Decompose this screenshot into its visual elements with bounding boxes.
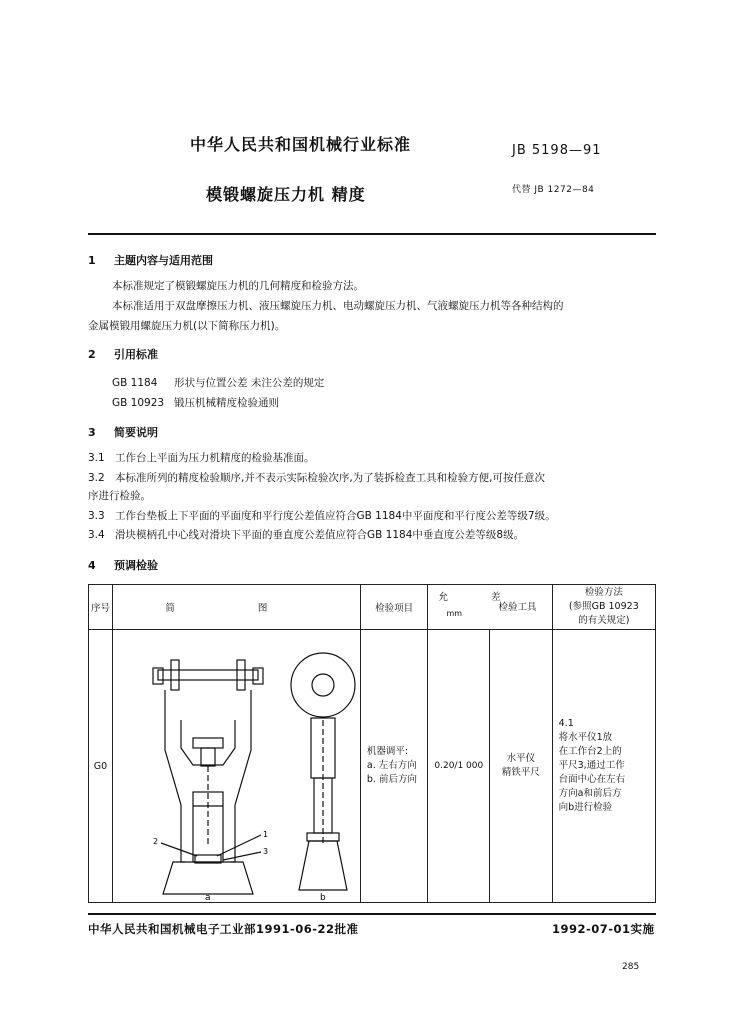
tool-line-2: 精铁平尺 — [501, 767, 540, 778]
method-line-7: 向b进行检验 — [558, 802, 613, 813]
reference-code: GB 1184 — [112, 377, 158, 389]
tool-line-1: 水平仪 — [506, 753, 536, 764]
method-line-1: 4.1 — [558, 718, 574, 729]
method-line-2: 将水平仪1放 — [558, 732, 613, 743]
side-flywheel — [291, 653, 355, 717]
clause-number: 3.4 — [88, 529, 105, 541]
clause-3-3 — [88, 508, 556, 524]
section-2-heading — [88, 346, 158, 362]
reference-item — [112, 395, 279, 410]
section-4-heading — [88, 557, 158, 573]
document-title: 中华人民共和国机械行业标准 — [190, 135, 412, 154]
clause-number: 3.2 — [88, 472, 105, 484]
row-tolerance: 0.20/1 000 — [428, 630, 490, 903]
clause-text: 序进行检验。 — [88, 490, 151, 502]
issuer-approval: 中华人民共和国机械电子工业部1991-06-22批准 — [88, 922, 359, 936]
replaces-standard: 代替 JB 1272—84 — [512, 185, 595, 195]
row-tool — [490, 630, 553, 903]
clause-text: 滑块模柄孔中心线对滑块下平面的垂直度公差值应符合GB 1184中垂直度公差等级8级。 — [115, 529, 525, 541]
row-method — [552, 630, 655, 903]
header-method-l2: (参照GB 10923 — [568, 601, 639, 612]
header-tool: 检验工具 — [498, 602, 537, 613]
reference-code: GB 10923 — [112, 397, 165, 409]
callout-line-2 — [161, 843, 197, 856]
clause-text: 本标准所列的精度检验顺序,并不表示实际检验次序,为了装拆检查工具和检验方便,可按任意次 — [115, 472, 546, 484]
header-method — [552, 585, 655, 630]
side-view-drawing — [291, 653, 355, 890]
front-screw — [201, 748, 215, 766]
front-crossbar — [158, 670, 258, 680]
press-sketch — [113, 630, 360, 902]
row-item — [360, 630, 428, 903]
callout-2: 2 — [152, 837, 158, 846]
header-method-l1: 检验方法 — [584, 587, 623, 598]
section-1-para-2b: 金属模锻用螺旋压力机(以下简称压力机)。 — [88, 320, 286, 332]
row-seq: G0 — [89, 630, 113, 903]
clause-3-2-cont — [88, 488, 151, 504]
section-1-heading — [88, 252, 213, 268]
reference-name: 锻压机械精度检验通则 — [174, 397, 279, 409]
inspection-table — [88, 584, 656, 903]
section-1-title: 主题内容与适用范围 — [114, 254, 213, 267]
document-subtitle: 模锻螺旋压力机 精度 — [206, 185, 366, 204]
header-tolerance: 允 差 — [438, 592, 521, 603]
method-line-4: 平尺3,通过工作 — [558, 760, 625, 771]
item-line-2: a. 左右方向 — [366, 760, 417, 771]
figure-label-a: a — [204, 893, 211, 902]
callout-line-3 — [223, 852, 261, 860]
reference-item — [112, 375, 324, 390]
callout-1: 1 — [262, 830, 268, 839]
front-post-left — [171, 660, 179, 690]
section-1-para-2a: 本标准适用于双盘摩擦压力机、液压螺旋压力机、电动螺旋压力机、气液螺旋压力机等各种结构的 — [112, 300, 564, 312]
clause-3-1 — [88, 450, 315, 466]
method-line-5: 台面中心在左右 — [558, 774, 626, 785]
side-hub — [312, 674, 334, 696]
clause-3-2 — [88, 470, 545, 486]
header-sketch-label: 简 图 — [165, 603, 308, 614]
table-row — [89, 630, 656, 903]
item-line-3: b. 前后方向 — [366, 774, 417, 785]
method-line-3: 在工作台2上的 — [558, 746, 622, 757]
method-line-6: 方向a和前后方 — [558, 788, 622, 799]
clause-text: 工作台垫板上下平面的平面度和平行度公差值应符合GB 1184中平面度和平行度公差等级7级。 — [115, 510, 556, 522]
section-2-title: 引用标准 — [114, 348, 158, 361]
header-item: 检验项目 — [360, 585, 428, 630]
page-number: 285 — [622, 962, 640, 972]
row-sketch — [112, 630, 360, 903]
header-seq: 序号 — [89, 585, 113, 630]
front-base — [163, 862, 253, 894]
front-post-right — [237, 660, 245, 690]
header-tolerance-tool — [428, 585, 552, 630]
front-frame-left — [165, 690, 185, 862]
section-3-title: 简要说明 — [114, 426, 158, 439]
section-1-number: 1 — [88, 254, 96, 267]
footer-rule — [88, 913, 656, 915]
section-3-heading — [88, 424, 158, 440]
side-base — [299, 841, 347, 890]
section-4-number: 4 — [88, 559, 96, 572]
header-tolerance-unit: mm — [446, 609, 463, 618]
section-4-title: 预调检验 — [114, 559, 158, 572]
item-line-1: 机器调平: — [366, 746, 409, 757]
callout-3: 3 — [262, 847, 268, 856]
section-2-number: 2 — [88, 348, 96, 361]
reference-name: 形状与位置公差 未注公差的规定 — [174, 377, 325, 389]
front-view-drawing — [153, 660, 263, 894]
front-frame-inner — [181, 720, 235, 765]
header-rule — [88, 233, 656, 235]
front-slide — [193, 738, 223, 748]
front-frame-right — [231, 690, 251, 862]
header-method-l3: 的有关规定) — [578, 615, 630, 626]
section-1-para-1: 本标准规定了模锻螺旋压力机的几何精度和检验方法。 — [112, 280, 364, 292]
table-header-row — [89, 585, 656, 630]
effective-date: 1992-07-01实施 — [552, 922, 655, 936]
clause-number: 3.3 — [88, 510, 105, 522]
section-3-number: 3 — [88, 426, 96, 439]
clause-text: 工作台上平面为压力机精度的检验基准面。 — [115, 452, 315, 464]
header-sketch — [112, 585, 360, 630]
clause-number: 3.1 — [88, 452, 105, 464]
clause-3-4 — [88, 527, 524, 543]
standard-number: JB 5198—91 — [512, 143, 602, 158]
figure-label-b: b — [319, 893, 326, 902]
